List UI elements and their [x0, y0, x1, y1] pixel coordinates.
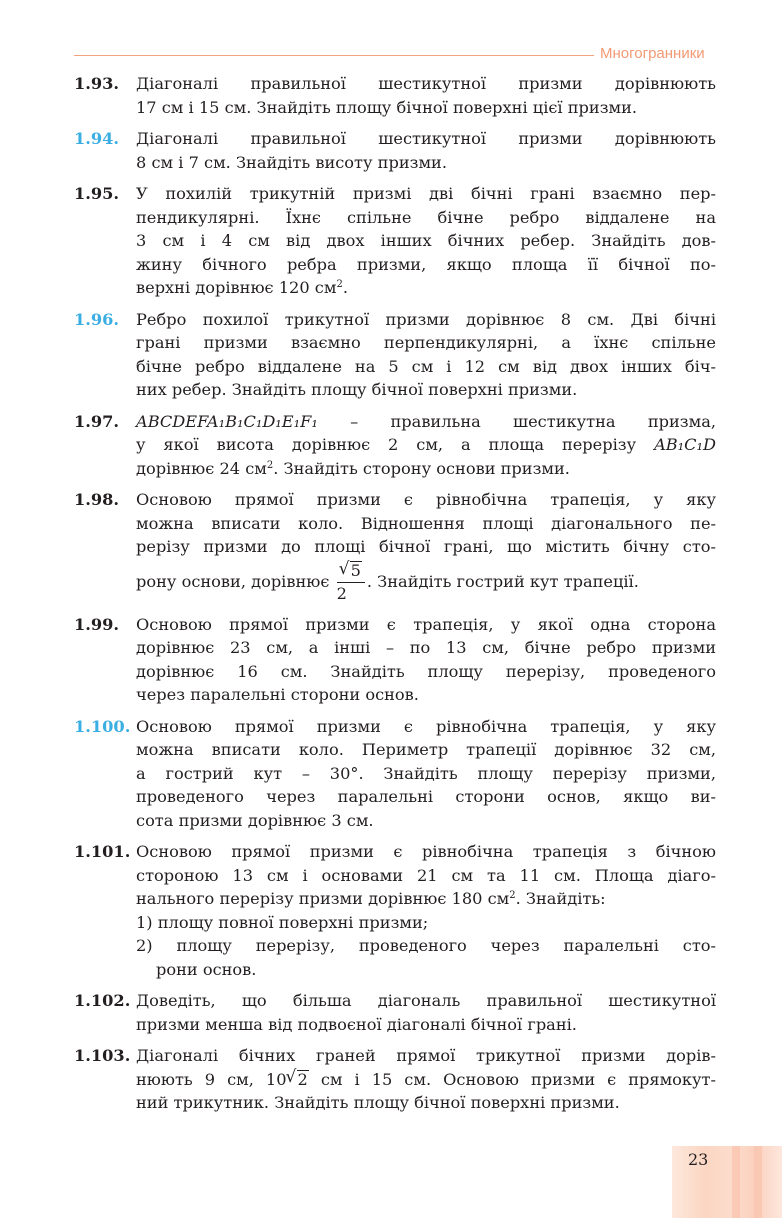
- problem-text: можна вписати коло. Периметр трапеції дорівнює 32 см,: [136, 740, 716, 759]
- problem-number: 1.103.: [74, 1046, 131, 1065]
- problem-1-98: [74, 488, 716, 605]
- header-rule: [74, 55, 594, 56]
- sub-item: 2) площу перерізу, проведеного через паралельні сто-: [136, 936, 716, 955]
- problem-number: 1.95.: [74, 184, 120, 203]
- problem-text: рерізу призми до площі бічної грані, що містить бічну сто-: [136, 537, 716, 556]
- problem-1-102: [74, 989, 716, 1036]
- problem-1-99: [74, 613, 716, 707]
- problem-text: рону основи, дорівнює √ $\frac{5}{2}$ . Знайдіть гострий кут трапеції.: [136, 559, 716, 605]
- problem-1-95: [74, 182, 716, 300]
- problem-text: Діагоналі правильної шестикутної призми дорівнюють: [136, 74, 716, 93]
- problem-text: Ребро похилої трикутної призми дорівнює 8 см. Дві бічні: [136, 309, 716, 329]
- problem-number: 1.93.: [74, 74, 120, 93]
- problem-text: пендикулярні. Їхнє спільне бічне ребро віддалене на: [136, 207, 716, 227]
- problem-text: призми менша від подвоєної діагоналі бічної грані.: [136, 1014, 577, 1034]
- problem-text: жину бічного ребра призми, якщо площа її бічної по-: [136, 254, 716, 274]
- problem-text: а гострий кут – 30°. Знайдіть площу перерізу призми,: [136, 763, 716, 783]
- sqrt-symbol: √ 2: [287, 1068, 309, 1092]
- section-notation: AB₁C₁D: [654, 435, 716, 454]
- problem-number: 1.96.: [74, 309, 120, 329]
- problem-1-96: [74, 308, 716, 402]
- problem-text: верхні дорівнює 120 $см^2$.: [136, 278, 348, 297]
- problem-number: 1.94.: [74, 129, 120, 148]
- problem-text: дорівнює 16 см. Знайдіть площу перерізу, проведеного: [136, 661, 716, 681]
- problem-text: грані призми взаємно перпендикулярні, а їхнє спільне: [136, 333, 716, 352]
- problem-text: бічне ребро віддалене на 5 см і 12 см від двох інших біч-: [136, 356, 716, 376]
- page-number: 23: [688, 1150, 709, 1169]
- problem-text: Діагоналі бічних граней прямої трикутної призми дорів-: [136, 1046, 716, 1065]
- problem-1-93: [74, 72, 716, 119]
- problem-text: Основою прямої призми є рівнобічна трапеція, у яку: [136, 716, 716, 736]
- problem-text: 17 см і 15 см. Знайдіть площу бічної поверхні цієї призми.: [136, 97, 638, 117]
- prism-notation: ABCDEFA₁B₁C₁D₁E₁F₁: [136, 411, 318, 431]
- problem-1-97: [74, 410, 716, 481]
- problem-text: 3 см і 4 см від двох інших бічних ребер. Знайдіть дов-: [136, 231, 716, 250]
- problem-number: 1.101.: [74, 842, 131, 861]
- problem-number: 1.100.: [74, 716, 131, 736]
- problem-1-94: [74, 127, 716, 174]
- problem-text: дорівнює 24 $см^2$. Знайдіть сторону основи призми.: [136, 458, 570, 478]
- problem-text: Основою прямої призми є рівнобічна трапеція з бічною: [136, 842, 716, 861]
- problem-1-103: [74, 1044, 716, 1115]
- problem-text: них ребер. Знайдіть площу бічної поверхні призми.: [136, 380, 578, 399]
- problem-text: проведеного через паралельні сторони основ, якщо ви-: [136, 787, 716, 806]
- problem-number: 1.97.: [74, 411, 120, 431]
- sub-item: рони основ.: [156, 959, 257, 979]
- problem-text: у якої висота дорівнює 2 см, а площа перерізу AB₁C₁D: [136, 435, 716, 454]
- problem-text: Основою прямої призми є рівнобічна трапеція, у яку: [136, 490, 716, 509]
- fraction: √ $\frac{5}{2}$: [337, 560, 365, 605]
- problem-text: сота призми дорівнює 3 см.: [136, 810, 374, 830]
- problem-text: 8 см і 7 см. Знайдіть висоту призми.: [136, 152, 447, 172]
- problem-text: нального перерізу призми дорівнює 180 $см^2$. Знайдіть:: [136, 889, 606, 908]
- section-title: Многогранники: [600, 45, 705, 62]
- problem-number: 1.102.: [74, 991, 131, 1010]
- problem-text: можна вписати коло. Відношення площі діагонального пе-: [136, 513, 716, 533]
- problem-text: стороною 13 см і основами 21 см та 11 см. Площа діаго-: [136, 865, 716, 885]
- problem-text: Основою прямої призми є трапеція, у якої одна сторона: [136, 614, 716, 634]
- problem-text: дорівнює 23 см, а інші – по 13 см, бічне ребро призми: [136, 638, 716, 657]
- problem-text: ний трикутник. Знайдіть площу бічної поверхні призми.: [136, 1093, 620, 1112]
- problem-1-101: [74, 840, 716, 981]
- problem-text: нюють 9 см, 10√ 2 см і 15 см. Основою призми є прямокут-: [136, 1068, 716, 1092]
- problem-1-100: [74, 715, 716, 833]
- problem-text: Доведіть, що більша діагональ правильної шестикутної: [136, 991, 716, 1010]
- sub-item: 1) площу повної поверхні призми;: [136, 912, 429, 932]
- problem-number: 1.98.: [74, 490, 120, 509]
- problem-text: через паралельні сторони основ.: [136, 685, 419, 704]
- problem-text: У похилій трикутній призмі дві бічні грані взаємно пер-: [136, 184, 716, 203]
- sqrt-symbol: √ 5: [340, 560, 362, 582]
- problem-number: 1.99.: [74, 614, 120, 634]
- problem-text: Діагоналі правильної шестикутної призми дорівнюють: [136, 129, 716, 148]
- problem-text: ABCDEFA₁B₁C₁D₁E₁F₁ – правильна шестикутна призма,: [136, 411, 716, 431]
- problem-list: [74, 72, 716, 1123]
